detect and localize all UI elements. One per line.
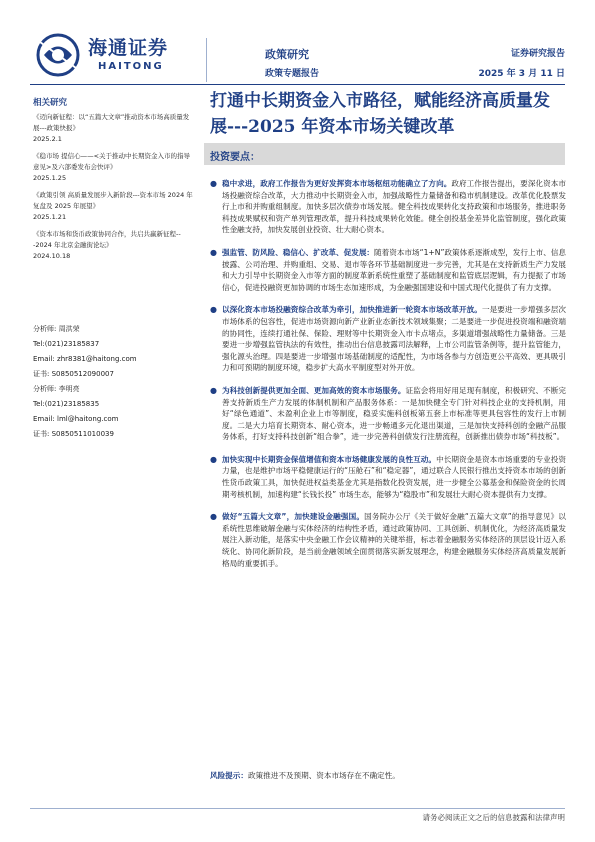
haitong-logo-icon [30,30,90,80]
point-body: 一是要进一步增强多层次市场体系的包容性，促进市场资源向新产业新业态新技术领域集聚；二是要进一步促进投资端和融资端的协同性，连续打通社保、保险、理财等中长期资金入市卡点堵点，多渠道增强战略性力量储备。三是要进一步增强监管执法的有效性，推动出台信息披露司法解释，上市公司监管条例等，提升监管能力，强化源头治理。四是要进一步增强市场基础制度的适配性，为市场各参与方创造更公平高效、更具吸引力和可预期的制度环境，稳步扩大高水平制度型对外开放。 [222,305,567,373]
point-item [208,247,566,293]
analyst-row [33,352,198,367]
point-lead: 为科技创新提供更加全面、更加高效的资本市场服务。 [222,385,406,395]
point-item [208,385,566,443]
report-subtype: 政策专题报告 [265,69,320,79]
related-research-list [33,112,193,268]
analyst-label: Email: [33,415,55,423]
bullet-icon: ● [210,179,217,188]
analyst-label: 分析师: [33,325,57,333]
analyst-value: S0850511010039 [51,430,114,438]
related-item-text: 《资本市场和货币政策协同合作，共启共赢新征程---2024 年北京金融街论坛》 [33,230,181,249]
point-lead: 强监管、防风险、稳信心、扩改革、促发展： [222,247,375,257]
analyst-label: Tel: [33,400,45,408]
point-item [208,454,566,500]
report-type: 政策研究 [265,48,309,61]
related-item[interactable] [33,112,193,145]
analyst-value: 周洪荣 [58,325,80,333]
risk-note [210,770,565,782]
bullet-icon: ● [210,305,217,315]
bullet-icon: ● [210,454,217,464]
logo-en-text: HAITONG [98,61,164,72]
related-item-date: 2025.2.1 [33,135,62,143]
related-item-text: 《政策引领 高质量发展步入新阶段---资本市场 2024 年复盘及 2025 年展望》 [33,191,193,210]
point-body: 政府工作报告提出，要深化资本市场投融资综合改革，大力推动中长期资金入市，加强战略性力量储备和稳市机制建设。改革优化股票发行上市和并购重组制度。加快多层次债券市场发展。健全科技成果转化支持政策和市场服务，推进职务科技成果赋权和资产单列管理改革，提升科技成果转化效能。健全创投基金差异化监管制度，强化政策性金融支持，加快发展创业投资、壮大耐心资本。 [222,179,567,235]
page-title: 打通中长期资金入市路径，赋能经济高质量发展---2025 年资本市场关键改革 [210,91,550,137]
risk-lead: 风险提示： [210,771,248,780]
investment-points [208,178,566,580]
related-item-text: 《迈向新征程：以“五篇大文章”推动资本市场高质量发展---政策快报》 [33,113,190,132]
analyst-label: Tel: [33,340,45,348]
related-item[interactable] [33,151,193,184]
analyst-value: (021)23185835 [44,400,100,408]
header-divider [206,38,207,82]
point-lead: 稳中求进，政府工作报告为更好发挥资本市场枢纽功能确立了方向。 [222,179,452,188]
logo-cn-text: 海通证券 [88,37,169,59]
related-item-date: 2024.10.18 [33,252,71,260]
point-lead: 加快实现中长期资金保值增值和资本市场健康发展的良性互动。 [222,454,437,464]
risk-body: 政策推进不及预期、资本市场存在不确定性。 [247,771,400,780]
point-body: 国务院办公厅《关于做好金融“五篇大文章”的指导意见》以系统性思维破解金融与实体经济的结构性矛盾，通过政策协同、工具创新、机制优化，为经济高质量发展注入新动能，是落实中央金融工作会议精神的关键举措，标志着金融服务实体经济的顶层设计迈入系统化、协同化新阶段，是当前金融领域全面贯彻落实新发展理念，构建金融服务实体经济高质量发展新格局的重要抓手。 [222,512,566,568]
bullet-icon: ● [210,247,217,257]
analyst-row [33,382,198,397]
analyst-row [33,337,198,352]
point-body: 中长期资金是资本市场重要的专业投资力量，也是维护市场平稳健康运行的“压舱石”和“稳定器”，通过联合人民银行推出支持资本市场的创新性货币政策工具，加快促进权益类基金尤其是指数化投资发展，进一步健全公募基金和保险资金的长周期考核机制，加速构建“长钱长投” 市场生态，能够为“稳股市”和发展壮大耐心资本提供有力支撑。 [222,454,566,499]
footer-disclaimer: 请务必阅读正文之后的信息披露和法律声明 [422,813,565,822]
related-item-date: 2025.1.25 [33,174,67,182]
analyst-value: S0850512090007 [51,370,114,378]
analyst-email[interactable]: zhr8381@haitong.com [57,355,137,363]
bullet-icon: ● [210,385,217,395]
point-lead: 做好“五篇大文章”，加快建设金融强国。 [222,512,365,522]
point-item [208,304,566,374]
header-rule [30,84,565,85]
section-label: 投资要点： [210,152,260,163]
analyst-row [33,397,198,412]
analyst-value: 李明亮 [58,385,80,393]
point-body: 随着资本市场“1+N”政策体系逐渐成型，发行上市、信息披露、公司治理、并购重组、交易、退市等各环节基础制度进一步完善，尤其是在支持新质生产力发展和大力引导中长期资金入市等方面的制度革新系统性重塑了基础制度和监管底层逻辑，有力提振了市场信心，促进投融资更加协调的市场生态加速形成，为金融强国建设和中国式现代化提供了有力支撑。 [222,247,566,292]
point-item [208,511,566,569]
analyst-row [33,427,198,442]
bullet-icon: ● [210,512,217,522]
analyst-row [33,367,198,382]
analyst-block [33,322,198,442]
analyst-row [33,412,198,427]
related-item[interactable] [33,229,193,262]
related-item-text: 《稳市场 提信心——<关于推动中长期资金入市的指导意见>及六部委发布会快评》 [33,152,191,171]
analyst-value: (021)23185837 [44,340,100,348]
analyst-label: Email: [33,355,55,363]
related-item-date: 2025.1.21 [33,213,67,221]
related-research-title: 相关研究 [33,98,68,108]
analyst-row [33,322,198,337]
analyst-label: 证书: [33,430,50,438]
analyst-label: 分析师: [33,385,57,393]
analyst-email[interactable]: lml@haitong.com [57,415,119,423]
point-item [208,178,566,236]
analyst-label: 证书: [33,370,50,378]
related-item[interactable] [33,190,193,223]
point-lead: 以深化资本市场投融资综合改革为牵引，加快推进新一轮资本市场改革开放。 [222,305,482,315]
point-body: 证监会将用好用足现有制度，积极研究、不断完善支持新质生产力发展的体制机制和产品服务体系：一是加快健全专门针对科技企业的支持机制，用好“绿色通道”、未盈利企业上市等制度，稳妥实施科创板第五套上市标准等更具包容性的发行上市制度。二是大力培育长期资本、耐心资本，进一步畅通多元化退出渠道，三是加快支持科创的金融产品服务体系，打好支持科技创新“组合拳”，进一步完善科创债发行注册流程，创新推出债券市场“科技板”。 [222,385,567,442]
report-date: 2025 年 3 月 11 日 [478,69,565,79]
report-label: 证券研究报告 [510,49,565,59]
footer-rule [30,808,565,809]
